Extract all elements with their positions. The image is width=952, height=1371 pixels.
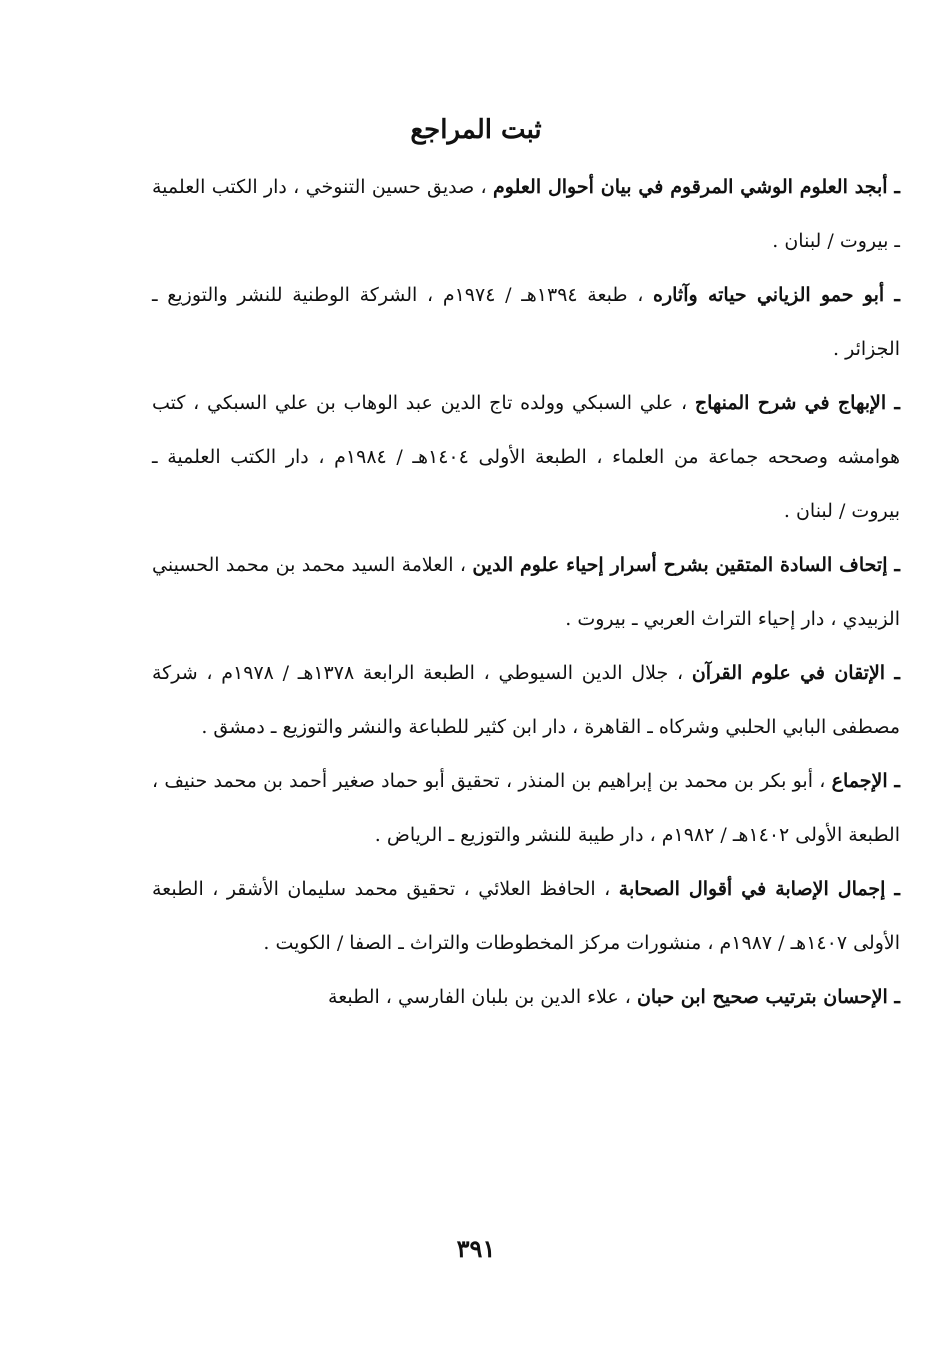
reference-title: إتحاف السادة المتقين بشرح أسرار إحياء علوم الدين [472, 554, 888, 576]
reference-details: ، جلال الدين السيوطي ، الطبعة الرابعة ١٣٧٨هـ / ١٩٧٨م ، شركة مصطفى البابي الحلبي وشركاه ـ القاهرة ، دار ابن كثير للطباعة والنشر والتوزيع ـ دمشق . [152, 662, 900, 738]
reference-entry [152, 646, 900, 754]
reference-details: ، الحافظ العلائي ، تحقيق محمد سليمان الأشقر ، الطبعة الأولى ١٤٠٧هـ / ١٩٨٧م ، منشورات مركز المخطوطات والتراث ـ الصفا / الكويت . [152, 878, 900, 954]
entry-dash: ـ [887, 986, 900, 1008]
reference-title: الإبهاج في شرح المنهاج [694, 392, 887, 414]
page-title: ثبت المراجع [410, 115, 542, 145]
reference-entry [152, 754, 900, 862]
reference-entry [152, 538, 900, 646]
reference-details: ، العلامة السيد محمد بن محمد الحسيني الزبيدي ، دار إحياء التراث العربي ـ بيروت . [152, 554, 900, 630]
reference-entry [152, 160, 900, 268]
entry-dash: ـ [884, 284, 900, 306]
entry-dash: ـ [885, 662, 900, 684]
entry-dash: ـ [887, 554, 900, 576]
reference-title: أبجد العلوم الوشي المرقوم في بيان أحوال العلوم [493, 176, 888, 198]
references-list [152, 160, 900, 1024]
entry-dash: ـ [887, 770, 900, 792]
reference-title: الإحسان بترتيب صحيح ابن حبان [636, 986, 888, 1008]
reference-title: أبو حمو الزياني حياته وآثاره [653, 284, 885, 306]
reference-details: ، علي السبكي وولده تاج الدين عبد الوهاب بن علي السبكي ، كتب هوامشه وصححه جماعة من العلماء ، الطبعة الأولى ١٤٠٤هـ / ١٩٨٤م ، دار الكتب العلمية ـ بيروت / لبنان . [152, 392, 900, 522]
page-number: ٣٩١ [456, 1234, 496, 1263]
reference-details: ، أبو بكر بن محمد بن إبراهيم بن المنذر ، تحقيق أبو حماد صغير أحمد بن محمد حنيف ، الطبعة الأولى ١٤٠٢هـ / ١٩٨٢م ، دار طيبة للنشر والتوزيع ـ الرياض . [152, 770, 900, 846]
reference-title: الإتقان في علوم القرآن [691, 662, 886, 684]
reference-details: ، طبعة ١٣٩٤هـ / ١٩٧٤م ، الشركة الوطنية للنشر والتوزيع ـ الجزائر . [152, 284, 900, 360]
reference-entry [152, 970, 900, 1024]
reference-entry [152, 268, 900, 376]
entry-dash: ـ [885, 878, 900, 900]
reference-details: ، صديق حسين التنوخي ، دار الكتب العلمية ـ بيروت / لبنان . [152, 176, 900, 252]
entry-dash: ـ [887, 176, 900, 198]
reference-title: إجمال الإصابة في أقوال الصحابة [618, 878, 886, 900]
reference-entry [152, 376, 900, 538]
reference-entry [152, 862, 900, 970]
reference-details: ، علاء الدين بن بلبان الفارسي ، الطبعة [328, 986, 637, 1008]
reference-title: الإجماع [831, 770, 888, 792]
entry-dash: ـ [886, 392, 900, 414]
